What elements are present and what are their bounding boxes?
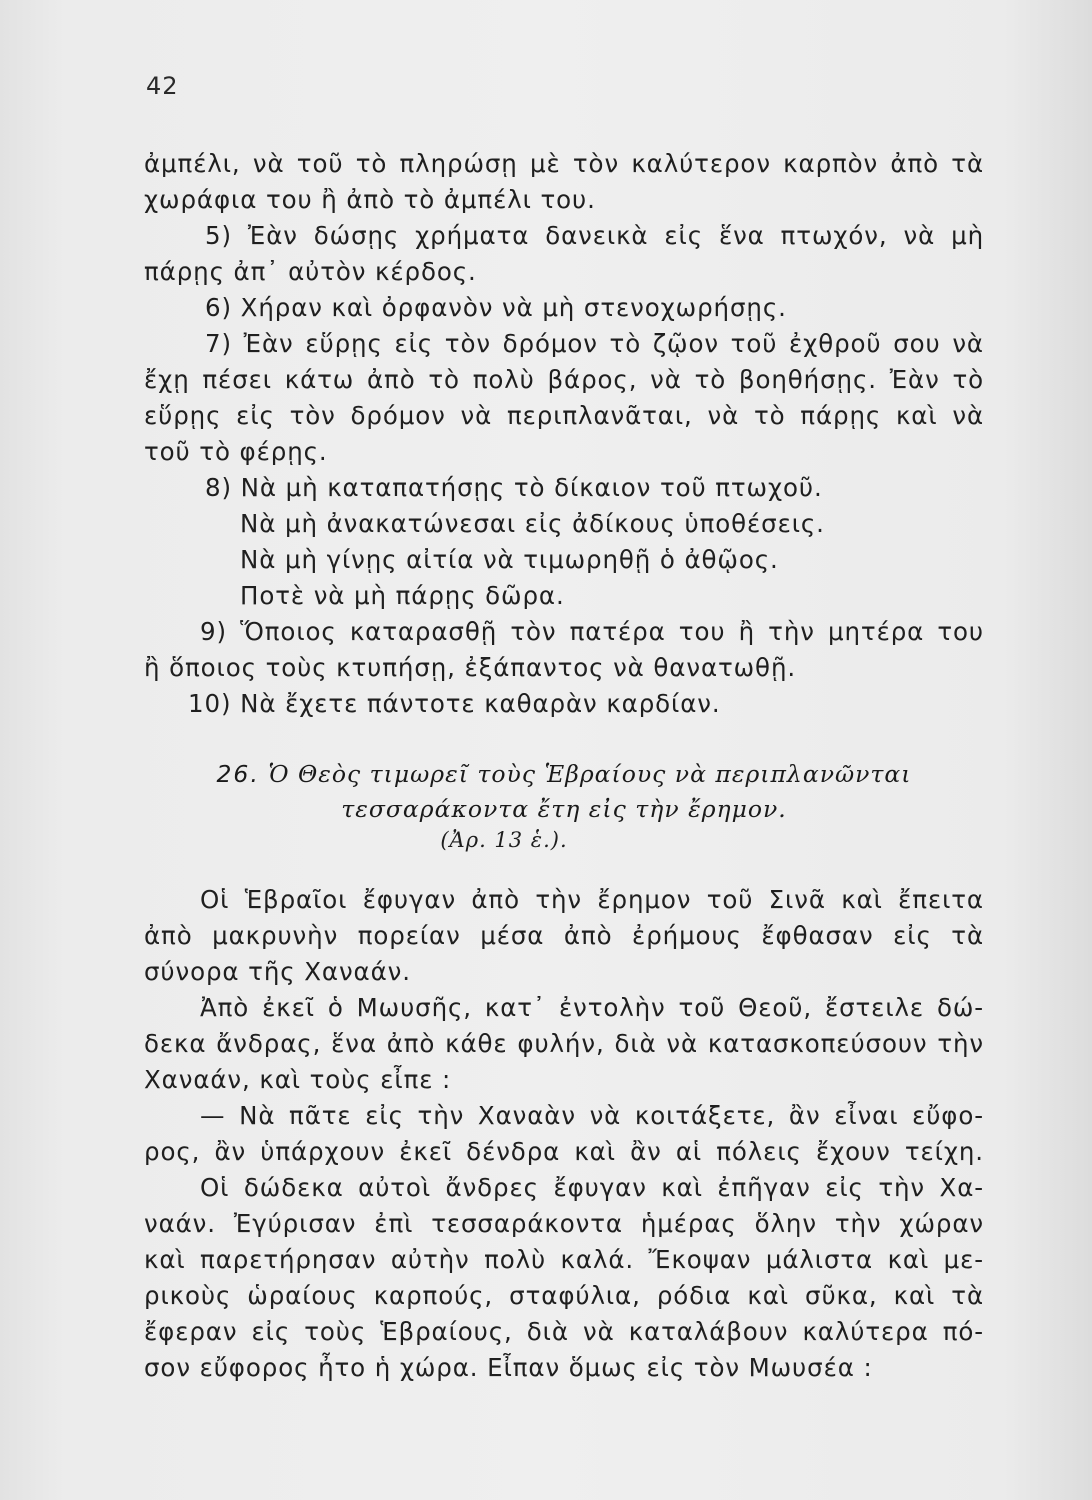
- text-line: Χαναάν, καὶ τοὺς εἶπε :: [144, 1065, 452, 1094]
- text-line: τοῦ τὸ φέρῃς.: [144, 437, 328, 466]
- section-title: [144, 760, 984, 788]
- text-line: ἢ ὅποιος τοὺς κτυπήσῃ, ἐξάπαντος νὰ θανατωθῇ.: [144, 653, 797, 682]
- text-line: ρικοὺς ὡραίους καρπούς, σταφύλια, ρόδια καὶ σῦκα, καὶ τὰ: [144, 1281, 984, 1310]
- text-line: 8) Νὰ μὴ καταπατήσῃς τὸ δίκαιον τοῦ πτωχοῦ.: [205, 473, 823, 502]
- text-line: Οἱ Ἑβραῖοι ἔφυγαν ἀπὸ τὴν ἔρημον τοῦ Σινᾶ καὶ ἔπειτα: [200, 885, 984, 914]
- text-line: 5) Ἐὰν δώσῃς χρήματα δανεικὰ εἰς ἕνα πτωχόν, νὰ μὴ: [205, 221, 984, 250]
- text-line: ἀμπέλι, νὰ τοῦ τὸ πληρώσῃ μὲ τὸν καλύτερον καρπὸν ἀπὸ τὰ: [144, 149, 984, 178]
- text-line: ἔχῃ πέσει κάτω ἀπὸ τὸ πολὺ βάρος, νὰ τὸ βοηθήσῃς. Ἐὰν τὸ: [144, 365, 984, 394]
- text-line: Νὰ μὴ ἀνακατώνεσαι εἰς ἀδίκους ὑποθέσεις.: [240, 509, 825, 538]
- text-line: ναάν. Ἐγύρισαν ἐπὶ τεσσαράκοντα ἡμέρας ὅλην τὴν χώραν: [144, 1209, 984, 1238]
- text-line: πάρῃς ἀπ᾽ αὐτὸν κέρδος.: [144, 257, 477, 286]
- text-line: Ποτὲ νὰ μὴ πάρῃς δῶρα.: [240, 581, 565, 610]
- text-line: ἔφεραν εἰς τοὺς Ἑβραίους, διὰ νὰ καταλάβουν καλύτερα πό-: [144, 1317, 984, 1346]
- text-line: — Νὰ πᾶτε εἰς τὴν Χαναὰν νὰ κοιτάξετε, ἂν εἶναι εὔφο-: [200, 1101, 984, 1130]
- text-line: δεκα ἄνδρας, ἕνα ἀπὸ κάθε φυλήν, διὰ νὰ κατασκοπεύσουν τὴν: [144, 1029, 984, 1058]
- section-number: 26.: [216, 760, 260, 788]
- section-title-line2: τεσσαράκοντα ἔτη εἰς τὴν ἔρημον.: [341, 795, 787, 823]
- text-line: Ἀπὸ ἐκεῖ ὁ Μωυσῆς, κατ᾽ ἐντολὴν τοῦ Θεοῦ, ἔστειλε δώ-: [200, 993, 984, 1022]
- text-line: σον εὔφορος ἦτο ἡ χώρα. Εἶπαν ὅμως εἰς τὸν Μωυσέα :: [144, 1353, 873, 1382]
- text-line: καὶ παρετήρησαν αὐτὴν πολὺ καλά. Ἔκοψαν μάλιστα καὶ με-: [144, 1245, 984, 1274]
- text-line: εὕρῃς εἰς τὸν δρόμον νὰ περιπλανᾶται, νὰ τὸ πάρῃς καὶ νὰ: [144, 401, 984, 430]
- section-title-line1: Ὁ Θεὸς τιμωρεῖ τοὺς Ἑβραίους νὰ περιπλανῶνται: [268, 760, 912, 788]
- section-reference: (Ἀρ. 13 ἑ.).: [440, 828, 568, 852]
- text-line: 6) Χήραν καὶ ὀρφανὸν νὰ μὴ στενοχωρήσῃς.: [205, 293, 787, 322]
- text-line: 10) Νὰ ἔχετε πάντοτε καθαρὰν καρδίαν.: [188, 689, 721, 718]
- text-line: Οἱ δώδεκα αὐτοὶ ἄνδρες ἔφυγαν καὶ ἐπῆγαν εἰς τὴν Χα-: [200, 1173, 984, 1202]
- text-line: ρος, ἂν ὑπάρχουν ἐκεῖ δένδρα καὶ ἂν αἱ πόλεις ἔχουν τείχη.: [144, 1137, 984, 1166]
- text-line: ἀπὸ μακρυνὴν πορείαν μέσα ἀπὸ ἐρήμους ἔφθασαν εἰς τὰ: [144, 921, 984, 950]
- text-line: 9) Ὅποιος καταρασθῇ τὸν πατέρα του ἢ τὴν μητέρα του: [200, 617, 984, 646]
- text-line: 7) Ἐὰν εὕρῃς εἰς τὸν δρόμον τὸ ζῷον τοῦ ἐχθροῦ σου νὰ: [205, 329, 984, 358]
- text-line: Νὰ μὴ γίνῃς αἰτία νὰ τιμωρηθῇ ὁ ἀθῷος.: [240, 545, 779, 574]
- page-number: 42: [146, 72, 179, 100]
- text-line: χωράφια του ἢ ἀπὸ τὸ ἀμπέλι του.: [144, 185, 596, 214]
- text-line: σύνορα τῆς Χαναάν.: [144, 957, 411, 986]
